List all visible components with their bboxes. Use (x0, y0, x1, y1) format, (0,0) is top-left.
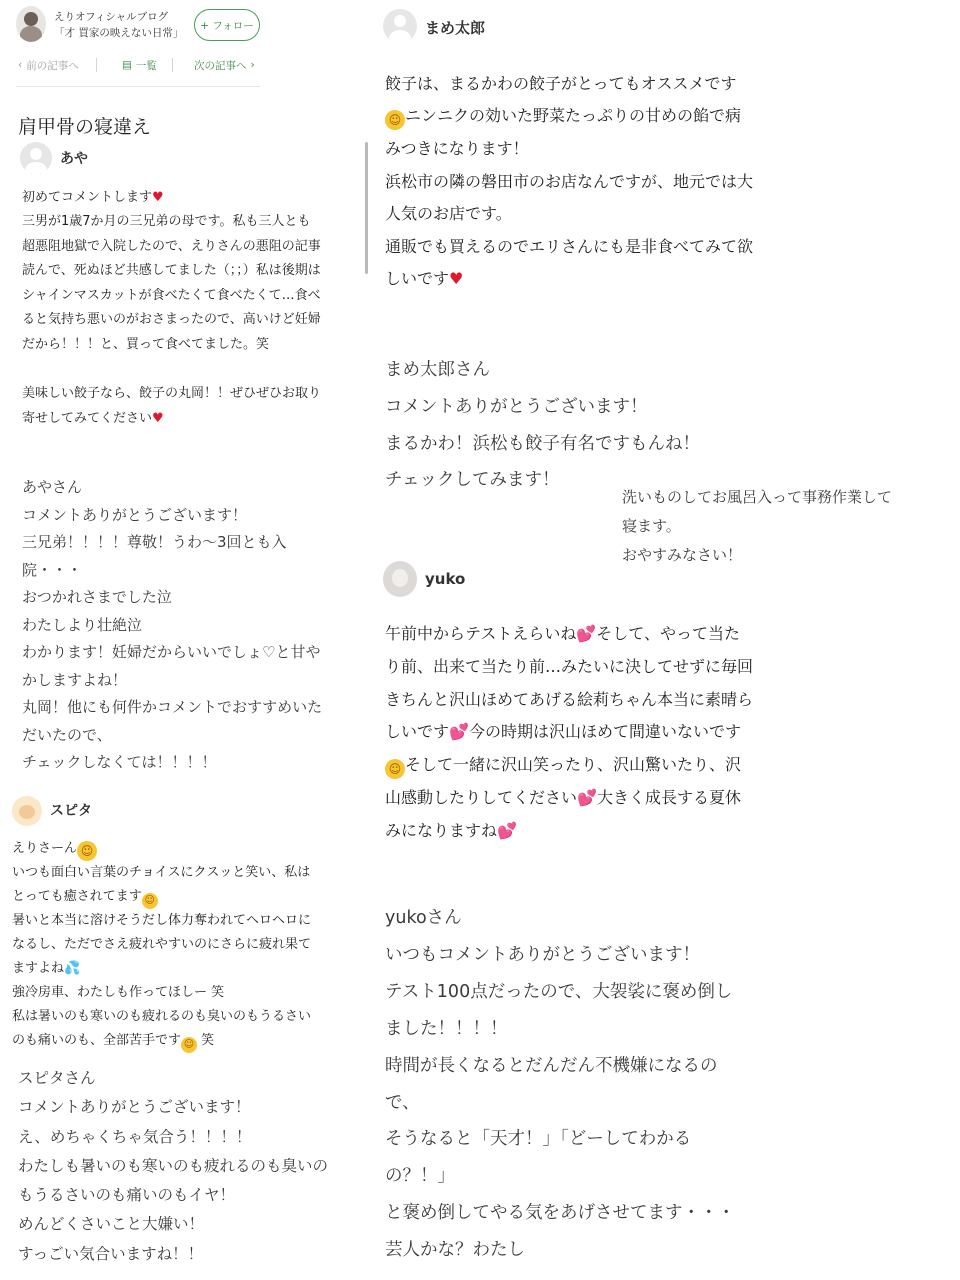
smile-icon: ☺ (385, 759, 405, 779)
commenter-name[interactable]: あや (60, 151, 88, 167)
avatar[interactable] (20, 142, 52, 174)
comment-text: みつきになります！ 浜松市の隣の磐田市のお店なんですが、地元では大 人気のお店です。 通販でも買えるのでエリさんにも是非食べてみて欲 しいです♥ (385, 139, 754, 288)
blog-title[interactable]: えりオフィシャルブログ「才 買家の映えない日常」 (54, 11, 184, 39)
scrollbar[interactable] (365, 142, 368, 274)
commenter-name[interactable]: yuko (425, 570, 466, 588)
smile-icon: ☺ (77, 841, 97, 861)
sweat-smile-icon: ☺ (181, 1037, 197, 1053)
comment-text: みになりますね💕 (385, 821, 517, 840)
nav-divider (96, 58, 97, 72)
two-hearts-icon: 💕 (576, 624, 597, 643)
relieved-face-icon: ☺ (142, 893, 158, 909)
comment-text: 強冷房車、わたしも作ってほしー 笑 私は暑いのも寒いのも疲れるのも臭いのもうるさい のも痛いのも、全部苦手です ☺ 笑 (12, 981, 357, 1054)
comment-text: ☺ そして一緒に沢山笑ったり、沢山驚いたり、沢 (385, 749, 755, 782)
author-reply: yukoさん いつもコメントありがとうございます！ テスト100点だったので、大袈裟に褒め倒し ました！！！！ 時間が長くなるとだんだん不機嫌になるの で、 そうなると「天才！」「どーしてわかる の？！」 と褒め倒してやる気をあげさせてます・・・ 芸人かな？わたし (385, 908, 735, 1261)
comment-text: り前、出来て当たり前…みたいに決してせずに毎回 きちんと沢山ほめてあげる絵莉ちゃん本当に素晴ら しいです💕今の時期は沢山ほめて間違いないです (385, 657, 754, 742)
heart-icon: ♥ (152, 190, 164, 205)
post-title: 肩甲骨の寝違え (18, 116, 152, 138)
prev-article-link[interactable]: ‹ 前の記事へ (18, 59, 79, 72)
chevron-left-icon: ‹ (18, 59, 23, 71)
two-hearts-icon: 💕 (449, 722, 469, 742)
document-icon: ▤ (122, 59, 132, 71)
comment-text: 午前中からテストえらいね💕そして、やって当た (385, 624, 740, 643)
comment-text: いつも面白い言葉のチョイスにクスッと笑い、私は とっても癒されてます ☺ (12, 861, 357, 909)
author-reply: まめ太郎さん コメントありがとうございます！ まるかわ！浜松も餃子有名ですもんね！ チェックしてみます！ (385, 360, 700, 491)
commenter-name[interactable]: まめ太郎 (425, 19, 486, 37)
comment-text: 山感動したりしてください💕大きく成長する夏休 (385, 788, 741, 807)
comment-text: えりさーん ☺ (12, 837, 97, 861)
author-reply: あやさん コメントありがとうございます！ 三兄弟！！！！尊敬！うわ〜3回とも入 院・・・ おつかれさまでした泣 わたしより壮絶泣 わかります！妊婦だからいいでしょ♡と甘や かしますよね！ 丸岡！他にも何件かコメントでおすすめいた だいたので、 チェックしなくては！！！！ (22, 478, 323, 771)
nav-divider (172, 58, 173, 72)
heart-icon: ♥ (152, 410, 164, 426)
comment-text: 暑いと本当に溶けそうだし体力奪われてヘロヘロに なるし、ただでさえ疲れやすいのにさらに疲れ果て ますよね💦 (12, 913, 312, 977)
article-list-link[interactable]: ▤ 一覧 (122, 59, 157, 72)
comment-text: 初めてコメントします♥ (22, 190, 164, 205)
blog-avatar[interactable] (16, 6, 46, 42)
avatar[interactable] (383, 561, 417, 597)
chevron-right-icon: › (250, 59, 255, 71)
comment-text: 三男が1歳7か月の三兄弟の母です。私も三人とも 超悪阻地獄で入院したので、えりさんの悪阻の記事 読んで、死ぬほど共感してました（；；）私は後期は シャインマスカットが食べたくて食べたくて…食べ ると気持ち悪いのがおさまったので、高いけど妊婦 だから！！！と、買って食べてました。笑 (22, 214, 321, 352)
comment-text: 美味しい餃子なら、餃子の丸岡！！ぜひぜひお取り 寄せしてみてください♥ (22, 386, 322, 426)
heart-icon: ♥ (449, 269, 464, 288)
nav-underline (16, 86, 260, 87)
commenter-name[interactable]: スピタ (50, 803, 92, 819)
avatar[interactable] (12, 796, 42, 826)
avatar[interactable] (383, 9, 417, 43)
follow-button[interactable]: + フォロー (194, 9, 260, 41)
smile-icon: ☺ (385, 110, 405, 130)
comment-text: ☺ ニンニクの効いた野菜たっぷりの甘めの餡で病 (385, 100, 741, 133)
next-article-link[interactable]: 次の記事へ › (194, 59, 255, 72)
comment-text: 餃子は、まるかわの餃子がとってもオススメです (385, 74, 737, 93)
author-reply: スピタさん コメントありがとうございます！ え、めちゃくちゃ気合う！！！！ わたしも暑いのも寒いのも疲れるのも臭いの もうるさいのも痛いのもイヤ！ めんどくさいこと大嫌い！ すっごい気合いますね！！ (18, 1069, 329, 1263)
two-hearts-icon: 💕 (577, 788, 597, 807)
sweat-drops-icon: 💦 (64, 961, 81, 977)
two-hearts-icon: 💕 (497, 821, 517, 840)
blog-note: 洗いものしてお風呂入って事務作業して 寝ます。 おやすみなさい！ (622, 488, 893, 564)
